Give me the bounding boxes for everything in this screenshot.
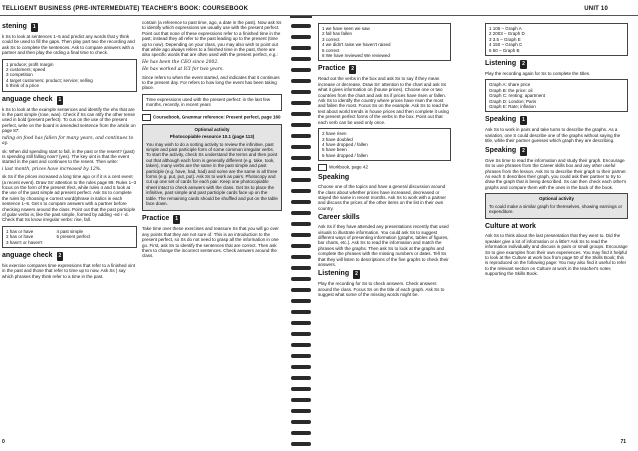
binding-ring	[291, 310, 311, 314]
heading-culture-at-work: Culture at work	[485, 223, 536, 231]
paragraph: Play the recording again for Ss to complete the titles.	[485, 71, 591, 77]
paragraph: Play the recording for Ss to check answers. Check answers around the class. Focus Ss on the title of each graph. Ask Ss to suggest what some of the missing words might be.	[318, 281, 445, 298]
binding-ring	[291, 321, 311, 325]
paragraph: sk Ss if the prices increased a long time ago or if it is a cent event (a recent event). Draw Ss' attention to the rules page 89. Rules 1–3 focus on the form of the present rfect, while rules 4 and 5 look at the use of the past simple ad present perfect. Ask Ss to complete the rules by choosing e correct word/phrase in italics in each sentence 1–5. Get s to compare answers with a partner before checking nswers around the class. Point out that the past participle of gular verbs is, like the past simple, formed by adding -ed r -d. Check that Ss know irregular verbs: rise, fall.	[2, 174, 137, 223]
binding-ring	[291, 46, 311, 50]
column-1	[2, 20, 137, 440]
paragraph: Read out the verbs in the box and ask Ss to say if they mean increase or decrease. Draw Ss' attention to the chart and ask Ss what it gives information on (house prices). Choose one or two countries from the chart and ask Ss if prices have risen or fallen. Ask Ss to identify the country where prices have risen the most and fallen the most. Focus Ss on the example. Ask Ss to read the text about world trends in house prices and then complete it using the present perfect forms of the verbs in the box. Point out that each verb can be used only once.	[318, 76, 449, 125]
heading-speaking-1: Speaking 1	[485, 116, 525, 124]
binding-ring	[291, 178, 311, 182]
binding-ring	[291, 189, 311, 193]
binding-ring	[291, 123, 311, 127]
binding-ring	[291, 233, 311, 237]
binding-ring	[291, 101, 311, 105]
binding-ring	[291, 211, 311, 215]
binding-ring	[291, 156, 311, 160]
paragraph: Since refers to when the event started, and indicates that it continues to the present day. For refers to how long the event has been taking place.	[142, 74, 280, 91]
binding-ring	[291, 255, 311, 259]
binding-ring	[291, 365, 311, 369]
binding-ring	[291, 222, 311, 226]
paragraph: Give Ss time to read the information and study their graph. Encourage Ss to use phrases from the Career skills box and any other useful phrases from the lesson. Ask Ss to describe their graph to their partner. As each S describes their graph, you could ask their partner to try to draw the graph that is being described. Ss can then check each other's graphs and compare them with the ones in the back of the book.	[485, 157, 627, 190]
binding-ring	[291, 332, 311, 336]
spiral-binding	[288, 16, 314, 446]
binding-ring	[291, 24, 311, 28]
reference-line: Coursebook, Grammar reference: Present perfect, page 160	[142, 114, 282, 121]
heading-language-check-1: anguage check 1	[2, 95, 62, 103]
page-number-right: 71	[620, 439, 626, 445]
binding-ring	[291, 431, 311, 435]
unit-label: UNIT 10	[584, 6, 608, 12]
binding-ring	[291, 145, 311, 149]
column-4	[485, 20, 628, 440]
binding-ring	[291, 277, 311, 281]
answer-box-5: 1 105 – Graph A 2 2003 – Graph D 3 3.5 – Graph E 4 150 – Graph C 5 50 – Graph B	[485, 23, 628, 56]
binding-ring	[291, 420, 311, 424]
paragraph: Take time over these exercises and reassure Ss that you will go over any points that they are not sure of. This is an introduction to the present perfect, so Ss do not need to grasp all the information in one go. First, ask Ss to identify the sentences that are correct. Then ask them to change the incorrect sentences. Check answers around the class.	[142, 226, 279, 259]
binding-ring	[291, 376, 311, 380]
example-line: He has worked at ICI for two years.	[142, 67, 224, 73]
binding-ring	[291, 90, 311, 94]
book-icon	[142, 114, 151, 121]
answer-box-4: 2 have risen 3 have doubled 4 have dropped / fallen 5 have been 6 have dropped / fallen	[318, 128, 451, 161]
binding-ring	[291, 57, 311, 61]
time-expressions-box: Time expressions used with the present perfect: in the last few months, recently, in recent years	[142, 94, 282, 111]
page-number-left: 0	[2, 439, 5, 445]
answer-box-1: 1 produce; profit margin 2 customers; speed 3 competition 4 target customers; product; service; selling 5 think of a price	[2, 59, 137, 92]
paragraph: Ask Ss to work in pairs and take turns to describe the graphs. As a variation, one S could describe one of the graphs without saying the title, while their partner guesses which graph they are describing.	[485, 127, 621, 144]
heading-speaking: Speaking	[318, 174, 350, 182]
binding-ring	[291, 299, 311, 303]
paragraph: sk: When did spending start to fall, in the past or the resent? (past) Is spending still falling now? (yes). The key oint is that the event started in the past and continues to the resent. Then write:	[2, 148, 135, 165]
binding-ring	[291, 442, 311, 446]
paragraph: nding on food has fallen for many years, and continues to ay.	[2, 135, 134, 147]
binding-ring	[291, 200, 311, 204]
binding-ring	[291, 398, 311, 402]
binding-ring	[291, 244, 311, 248]
heading-speaking-2: Speaking 2	[485, 146, 525, 154]
heading-listening-2b: Listening 2	[485, 60, 525, 68]
heading-career-skills: Career skills	[318, 214, 360, 222]
header-title: TELLIGENT BUSINESS (PRE-INTERMEDIATE) TEACHER'S BOOK: COURSEBOOK	[2, 6, 249, 12]
binding-ring	[291, 387, 311, 391]
heading-language-check-2: anguage check 2	[2, 252, 62, 259]
paragraph: k Ss to look at sentences 1–5 and predict any words that y think could be used to fill the gaps. Then play part two the recording and ask Ss to complete the sentences. Ask to compare answers with a partner and then play the ording a final time to check.	[2, 34, 135, 56]
binding-ring	[291, 409, 311, 413]
paragraph: Ask Ss if they have attended any presentations recently that used visuals to illustrate information. You could ask Ss to suggest different ways of presenting information (graphs, tables of figures, bar charts, etc.). Ask Ss to read the information and match the phrases with the graphs. Then ask Ss to look at the graphs and complete the phrases with the missing numbers or dates. Tell Ss that they will listen to descriptions of the five graphs to check their answers.	[318, 224, 449, 267]
optional-activity-box-2: Optional activity To could make a similar graph for themselves, showing earnings or expenditure.	[485, 193, 628, 219]
paragraph: Ask Ss to think about the last presentation that they went to. Did the speaker give a lot of information or a little? Ask Ss to read the information individually and discuss in pairs or small groups. Encourage Ss to give examples from their own experiences. You may find it helpful to look at the Culture at work box from page 50 of the Skills Book; this is reproduced on the following page: You may also find it useful to refer to the relevant section on Culture at work in the teacher's notes supporting the Skills Book.	[485, 233, 628, 277]
paragraph: contain (a reference to past time, ago, a date in the past). Now ask Ss to identify which expressions we usually use with the present perfect. Point out that none of these expressions refer to a finished time in the past; instead they all refer to the past leading up to the present (time up to now). Depending on your class, you may also wish to point out that while ago always refers to a finished time in the past, there are also specific words that are often used with the present perfect, e.g.:	[142, 20, 282, 58]
answer-box-2: 1 has or have 2 has or have 3 hasn't or haven't 4 past simple 5 present perfect	[2, 226, 137, 248]
binding-ring	[291, 167, 311, 171]
heading-practice-2: Practice 2	[318, 65, 354, 73]
paragraph: i last month, prices have increased by 12%.	[2, 166, 102, 172]
optional-activity-box: Optional activity Photocopiable resource 10.1 (page 113) You may wish to do a sorting activity to review the infinitive, past simple and past participle form of some common irregular verbs. To start the activity, check Ss understand the terms and then point out that although each form is generally different (e.g. take, took, taken), many verbs are the same in the past simple and past participle (e.g. have, had, had) and some are the same in all three forms (e.g. put, put, put). Ask Ss to work as pairs. Photocopy and cut up one set of cards for each pair. Keep one photocopiable sheet intact to check answers with the class. Get Ss to place the infinitive, past simple and past participle cards face up on the table. The remaining cards should be shuffled and put on the table face down.	[142, 124, 282, 212]
paragraph: k Ss to look at the example sentences and identify the ehs that are in the past simple (rose, was). Check if Ss can ntify the other tense used in bold (present perfect). To cus on the use of the present perfect, write on the board is amended sentence from the article on page 87:	[2, 106, 136, 134]
binding-ring	[291, 35, 311, 39]
binding-ring	[291, 266, 311, 270]
heading-listening-1: stening 1	[2, 23, 36, 30]
binding-ring	[291, 354, 311, 358]
heading-practice-1: Practice 1	[142, 215, 178, 223]
binding-ring	[291, 343, 311, 347]
paragraph: Choose one of the topics and have a general discussion around the class about whether prices have increased, decreased or stayed the same in recent months. Ask Ss to work with a partner and discuss the prices of the other items on the list in their own country.	[318, 184, 447, 211]
workbook-icon	[318, 164, 327, 171]
binding-ring	[291, 79, 311, 83]
binding-ring	[291, 288, 311, 292]
binding-ring	[291, 68, 311, 72]
paragraph: his exercise compares time expressions that refer to a finished oint in the past and those that refer to time up to now. Ask Ss ) say which phrases they think refer to a time in the past.	[2, 263, 136, 279]
reference-line: Workbook, page 42	[318, 164, 451, 171]
heading-listening-2: Listening 2	[318, 270, 358, 278]
column-3	[318, 20, 451, 440]
binding-ring	[291, 134, 311, 138]
binding-ring	[291, 112, 311, 116]
answer-box-3: 1 we have seen we saw 2 fall has fallen 3 correct 4 we didn't raise we haven't raised 5 correct 6 We have reviewed We reviewed	[318, 23, 451, 61]
header-rule	[0, 15, 638, 16]
column-2	[142, 20, 282, 440]
answer-box-6: Graph A: share price Graph B: the price; oil Graph C: renting; apartment Graph D: London; Paris Graph E: Rate; inflation	[485, 79, 628, 112]
example-line: He has been the CEO since 2002.	[142, 59, 219, 65]
